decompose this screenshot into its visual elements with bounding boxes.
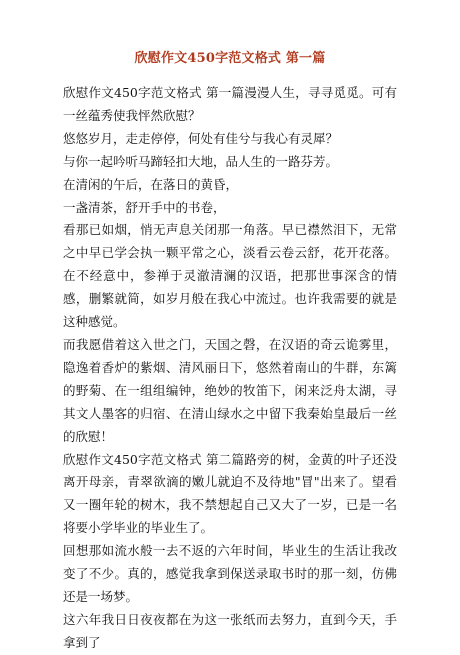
- paragraph: 而我愿借着这入世之门，天国之磬，在汉语的奇云诡雾里，隐逸着香炉的紫烟、清风丽日下，悠然着南山的牛群，东篱的野菊、在一组组编钟，绝妙的牧笛下，闲来泛舟太湖，寻其文人墨客的归宿、在清山绿水之中留下我秦始皇最后一丝的欣慰！: [63, 336, 397, 444]
- paragraph: 欣慰作文450字范文格式 第一篇漫漫人生，寻寻觅觅。可有一丝蕴秀使我怦然欣慰？: [63, 85, 397, 123]
- document-title: 欣慰作文450字范文格式 第一篇: [134, 51, 326, 66]
- paragraph: 在清闲的午后，在落日的黄昏，: [63, 176, 239, 192]
- paragraph: 这六年我日日夜夜都在为这一张纸而去努力，直到今天，手拿到了: [63, 611, 397, 650]
- paragraph: 悠悠岁月，走走停停，何处有佳兮与我心有灵犀？: [63, 130, 339, 146]
- paragraph: 一盏清茶，舒开手中的书卷，: [63, 199, 226, 215]
- paragraph: 看那已如烟，悄无声息关闭那一角落。早已襟然泪下，无常之中早已学会执一颗平常之心，淡看云卷云舒，花开花落。在不经意中，参禅于灵澈清澜的汉语，把那世事深含的情感，删繁就简，如岁月般在我心中流过。也许我需要的就是这种感觉。: [63, 222, 397, 330]
- paragraph: 回想那如流水般一去不返的六年时间，毕业生的生活让我改变了不少。真的，感觉我拿到保送录取书时的那一刻，仿佛还是一场梦。: [63, 543, 397, 604]
- paragraph: 欣慰作文450字范文格式 第二篇路旁的树，金黄的叶子还没离开母亲，青翠欲滴的嫩儿就迫不及待地"冒"出来了。望看又一圈年轮的树木，我不禁想起自己又大了一岁，已是一名将要小学毕业的毕业生了。: [63, 451, 397, 536]
- document-body: [63, 82, 397, 655]
- paragraph: 与你一起吟听马蹄轻扣大地，品人生的一路芬芳。: [63, 153, 339, 169]
